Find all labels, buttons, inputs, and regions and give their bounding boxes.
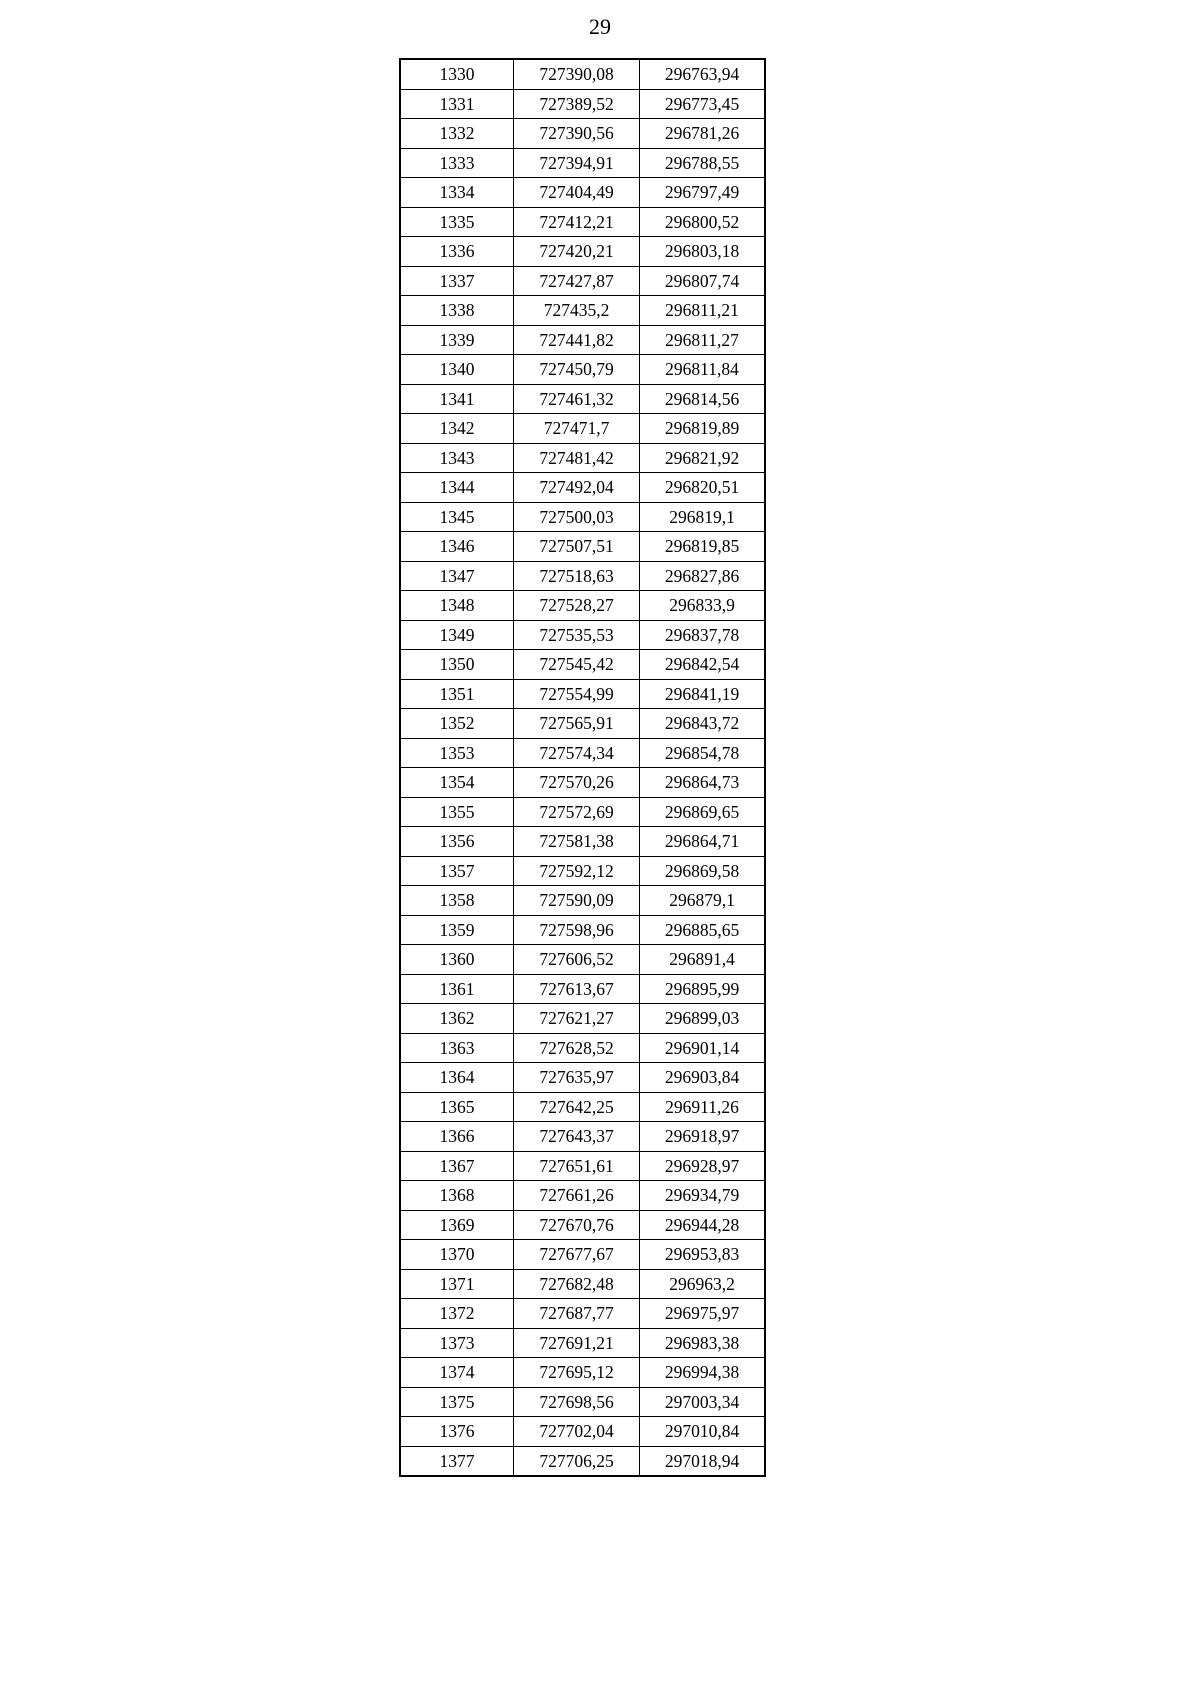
cell-y-coordinate: 296820,51 [640,473,766,503]
table-row [400,827,765,857]
cell-y-coordinate: 296879,1 [640,886,766,916]
cell-point-number: 1343 [400,443,514,473]
coordinates-table-body [400,59,765,1476]
cell-y-coordinate: 296864,71 [640,827,766,857]
cell-x-coordinate: 727394,91 [514,148,640,178]
cell-point-number: 1369 [400,1210,514,1240]
cell-point-number: 1335 [400,207,514,237]
table-row [400,1181,765,1211]
coordinates-table [399,58,766,1477]
cell-x-coordinate: 727661,26 [514,1181,640,1211]
cell-y-coordinate: 296837,78 [640,620,766,650]
cell-x-coordinate: 727389,52 [514,89,640,119]
cell-point-number: 1345 [400,502,514,532]
table-row [400,591,765,621]
cell-point-number: 1337 [400,266,514,296]
cell-x-coordinate: 727574,34 [514,738,640,768]
table-row [400,797,765,827]
cell-point-number: 1350 [400,650,514,680]
cell-y-coordinate: 296807,74 [640,266,766,296]
cell-x-coordinate: 727691,21 [514,1328,640,1358]
table-row [400,679,765,709]
cell-x-coordinate: 727613,67 [514,974,640,1004]
table-row [400,738,765,768]
cell-point-number: 1352 [400,709,514,739]
table-row [400,974,765,1004]
table-row [400,1151,765,1181]
table-row [400,414,765,444]
cell-x-coordinate: 727450,79 [514,355,640,385]
cell-point-number: 1338 [400,296,514,326]
cell-x-coordinate: 727570,26 [514,768,640,798]
cell-point-number: 1362 [400,1004,514,1034]
cell-point-number: 1377 [400,1446,514,1476]
cell-point-number: 1354 [400,768,514,798]
cell-y-coordinate: 296895,99 [640,974,766,1004]
cell-point-number: 1365 [400,1092,514,1122]
cell-y-coordinate: 296901,14 [640,1033,766,1063]
cell-point-number: 1356 [400,827,514,857]
cell-x-coordinate: 727651,61 [514,1151,640,1181]
table-row [400,650,765,680]
table-row [400,1269,765,1299]
table-row [400,620,765,650]
cell-x-coordinate: 727606,52 [514,945,640,975]
cell-point-number: 1367 [400,1151,514,1181]
table-row [400,945,765,975]
cell-x-coordinate: 727572,69 [514,797,640,827]
cell-x-coordinate: 727592,12 [514,856,640,886]
cell-x-coordinate: 727643,37 [514,1122,640,1152]
cell-y-coordinate: 296963,2 [640,1269,766,1299]
table-row [400,1417,765,1447]
cell-x-coordinate: 727590,09 [514,886,640,916]
table-row [400,1033,765,1063]
cell-point-number: 1366 [400,1122,514,1152]
table-row [400,119,765,149]
cell-x-coordinate: 727390,08 [514,59,640,89]
cell-y-coordinate: 297003,34 [640,1387,766,1417]
cell-x-coordinate: 727500,03 [514,502,640,532]
table-row [400,1328,765,1358]
table-row [400,443,765,473]
cell-point-number: 1336 [400,237,514,267]
cell-point-number: 1358 [400,886,514,916]
cell-point-number: 1339 [400,325,514,355]
table-row [400,1446,765,1476]
cell-y-coordinate: 296827,86 [640,561,766,591]
cell-point-number: 1347 [400,561,514,591]
table-row [400,561,765,591]
cell-y-coordinate: 296903,84 [640,1063,766,1093]
cell-point-number: 1331 [400,89,514,119]
cell-y-coordinate: 296819,89 [640,414,766,444]
cell-y-coordinate: 296773,45 [640,89,766,119]
cell-point-number: 1375 [400,1387,514,1417]
table-row [400,886,765,916]
cell-x-coordinate: 727695,12 [514,1358,640,1388]
cell-point-number: 1371 [400,1269,514,1299]
cell-x-coordinate: 727404,49 [514,178,640,208]
cell-y-coordinate: 296983,38 [640,1328,766,1358]
table-row [400,325,765,355]
table-row [400,1063,765,1093]
cell-y-coordinate: 296821,92 [640,443,766,473]
cell-x-coordinate: 727471,7 [514,414,640,444]
cell-point-number: 1359 [400,915,514,945]
cell-point-number: 1368 [400,1181,514,1211]
cell-y-coordinate: 297010,84 [640,1417,766,1447]
table-row [400,355,765,385]
cell-x-coordinate: 727598,96 [514,915,640,945]
cell-y-coordinate: 296811,27 [640,325,766,355]
cell-point-number: 1333 [400,148,514,178]
cell-y-coordinate: 296911,26 [640,1092,766,1122]
cell-x-coordinate: 727535,53 [514,620,640,650]
cell-x-coordinate: 727565,91 [514,709,640,739]
cell-x-coordinate: 727621,27 [514,1004,640,1034]
cell-x-coordinate: 727635,97 [514,1063,640,1093]
cell-x-coordinate: 727507,51 [514,532,640,562]
cell-point-number: 1334 [400,178,514,208]
cell-point-number: 1351 [400,679,514,709]
cell-point-number: 1348 [400,591,514,621]
cell-x-coordinate: 727581,38 [514,827,640,857]
table-row [400,532,765,562]
table-row [400,207,765,237]
cell-point-number: 1363 [400,1033,514,1063]
cell-y-coordinate: 296819,85 [640,532,766,562]
cell-y-coordinate: 296869,65 [640,797,766,827]
cell-y-coordinate: 297018,94 [640,1446,766,1476]
cell-x-coordinate: 727642,25 [514,1092,640,1122]
cell-y-coordinate: 296814,56 [640,384,766,414]
cell-x-coordinate: 727492,04 [514,473,640,503]
table-row [400,237,765,267]
cell-x-coordinate: 727518,63 [514,561,640,591]
cell-y-coordinate: 296864,73 [640,768,766,798]
cell-y-coordinate: 296841,19 [640,679,766,709]
cell-point-number: 1349 [400,620,514,650]
table-row [400,1240,765,1270]
cell-y-coordinate: 296854,78 [640,738,766,768]
cell-x-coordinate: 727435,2 [514,296,640,326]
page-number: 29 [589,14,611,39]
cell-y-coordinate: 296953,83 [640,1240,766,1270]
cell-point-number: 1340 [400,355,514,385]
table-row [400,1122,765,1152]
cell-y-coordinate: 296944,28 [640,1210,766,1240]
cell-x-coordinate: 727698,56 [514,1387,640,1417]
cell-x-coordinate: 727481,42 [514,443,640,473]
cell-x-coordinate: 727390,56 [514,119,640,149]
cell-point-number: 1342 [400,414,514,444]
table-row [400,89,765,119]
cell-point-number: 1372 [400,1299,514,1329]
coordinates-table-container [399,58,760,1477]
cell-x-coordinate: 727670,76 [514,1210,640,1240]
cell-point-number: 1344 [400,473,514,503]
cell-x-coordinate: 727687,77 [514,1299,640,1329]
cell-point-number: 1355 [400,797,514,827]
table-row [400,473,765,503]
cell-y-coordinate: 296797,49 [640,178,766,208]
cell-point-number: 1332 [400,119,514,149]
table-row [400,266,765,296]
table-row [400,768,765,798]
cell-y-coordinate: 296819,1 [640,502,766,532]
cell-x-coordinate: 727702,04 [514,1417,640,1447]
cell-x-coordinate: 727554,99 [514,679,640,709]
cell-point-number: 1357 [400,856,514,886]
cell-y-coordinate: 296803,18 [640,237,766,267]
table-row [400,915,765,945]
cell-x-coordinate: 727441,82 [514,325,640,355]
cell-x-coordinate: 727677,67 [514,1240,640,1270]
cell-y-coordinate: 296869,58 [640,856,766,886]
cell-point-number: 1374 [400,1358,514,1388]
cell-point-number: 1330 [400,59,514,89]
cell-y-coordinate: 296763,94 [640,59,766,89]
table-row [400,709,765,739]
cell-x-coordinate: 727528,27 [514,591,640,621]
cell-point-number: 1370 [400,1240,514,1270]
cell-point-number: 1353 [400,738,514,768]
table-row [400,296,765,326]
cell-y-coordinate: 296811,84 [640,355,766,385]
cell-y-coordinate: 296934,79 [640,1181,766,1211]
cell-y-coordinate: 296891,4 [640,945,766,975]
cell-y-coordinate: 296833,9 [640,591,766,621]
cell-y-coordinate: 296843,72 [640,709,766,739]
cell-y-coordinate: 296811,21 [640,296,766,326]
cell-x-coordinate: 727427,87 [514,266,640,296]
cell-y-coordinate: 296788,55 [640,148,766,178]
cell-y-coordinate: 296885,65 [640,915,766,945]
cell-point-number: 1360 [400,945,514,975]
cell-x-coordinate: 727545,42 [514,650,640,680]
cell-y-coordinate: 296994,38 [640,1358,766,1388]
cell-y-coordinate: 296781,26 [640,119,766,149]
cell-point-number: 1361 [400,974,514,1004]
cell-point-number: 1341 [400,384,514,414]
cell-y-coordinate: 296975,97 [640,1299,766,1329]
cell-y-coordinate: 296842,54 [640,650,766,680]
table-row [400,1210,765,1240]
cell-point-number: 1376 [400,1417,514,1447]
table-row [400,1299,765,1329]
cell-y-coordinate: 296800,52 [640,207,766,237]
cell-point-number: 1373 [400,1328,514,1358]
cell-x-coordinate: 727461,32 [514,384,640,414]
cell-y-coordinate: 296918,97 [640,1122,766,1152]
table-row [400,148,765,178]
cell-x-coordinate: 727706,25 [514,1446,640,1476]
table-row [400,384,765,414]
table-row [400,856,765,886]
table-row [400,1387,765,1417]
cell-x-coordinate: 727682,48 [514,1269,640,1299]
table-row [400,59,765,89]
cell-y-coordinate: 296928,97 [640,1151,766,1181]
table-row [400,502,765,532]
table-row [400,178,765,208]
cell-y-coordinate: 296899,03 [640,1004,766,1034]
cell-x-coordinate: 727420,21 [514,237,640,267]
table-row [400,1092,765,1122]
cell-x-coordinate: 727412,21 [514,207,640,237]
table-row [400,1004,765,1034]
cell-x-coordinate: 727628,52 [514,1033,640,1063]
table-row [400,1358,765,1388]
cell-point-number: 1346 [400,532,514,562]
cell-point-number: 1364 [400,1063,514,1093]
